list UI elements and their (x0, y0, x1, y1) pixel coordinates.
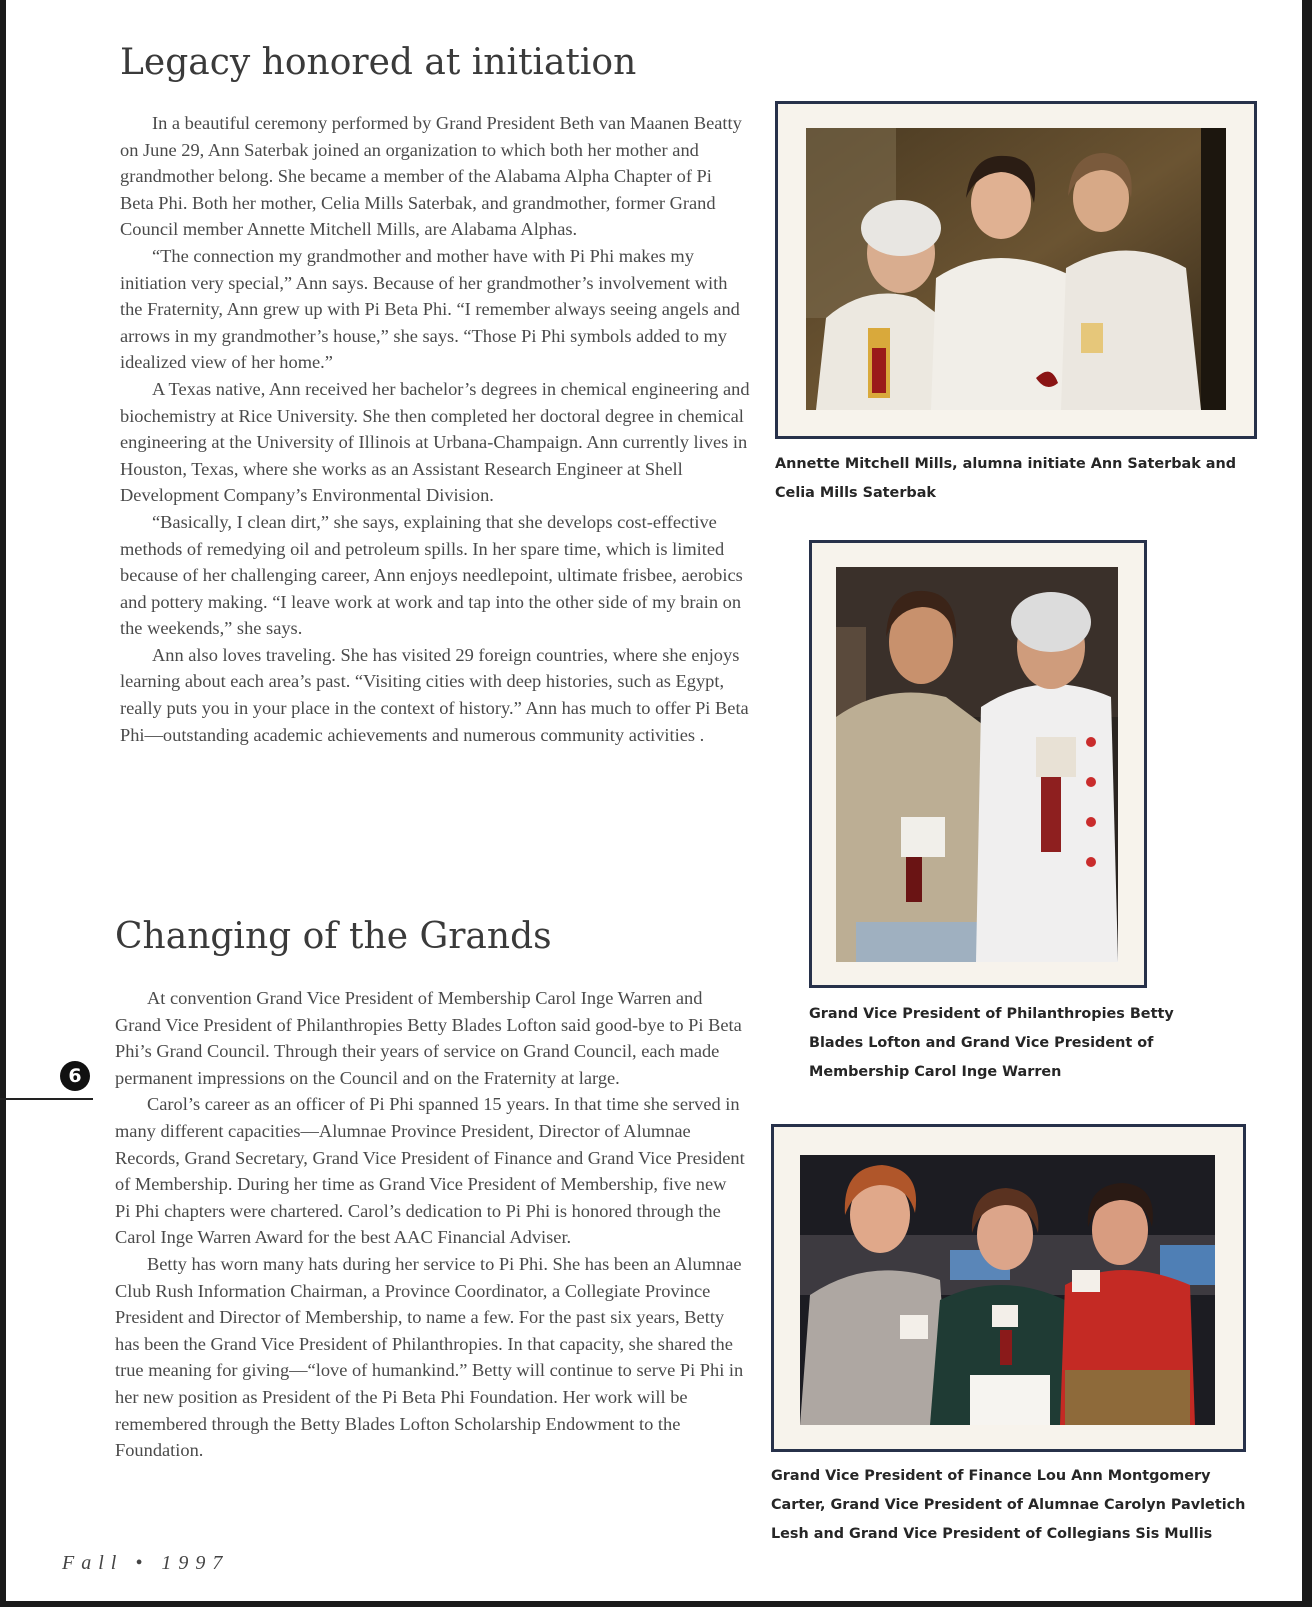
photo-three-women-white (806, 128, 1226, 410)
photo-two-women-seated (836, 567, 1118, 962)
article-title-legacy: Legacy honored at initiation (120, 42, 637, 83)
paragraph: Betty has worn many hats during her service to Pi Phi. She has been an Alumnae Club Rush Information Chairman, a Province Coordinator, a Collegiate Province President and Director of Membership, to name a few. For the past six years, Betty has been the Grand Vice President of Philanthropies. In that capacity, she shared the true meaning for giving—“love of humankind.” Betty will continue to serve Pi Phi in her new position as President of the Pi Beta Phi Foundation. Her work will be remembered through the Betty Blades Lofton Scholarship Endowment to the Foundation. (115, 1253, 744, 1461)
photo-frame-3 (771, 1124, 1246, 1452)
article-body-legacy (120, 110, 750, 748)
photo-frame-2 (809, 540, 1147, 988)
scan-edge-left (0, 0, 6, 1607)
paragraph: At convention Grand Vice President of Membership Carol Inge Warren and Grand Vice President of Philanthropies Betty Blades Lofton said good-bye to Pi Beta Phi’s Grand Council. Through their years of service on Grand Council, each made permanent impressions on the Council and on the Fraternity at large. (115, 988, 742, 1088)
paragraph: “The connection my grandmother and mother have with Pi Phi makes my initiation very special,” Ann says. Because of her grandmother’s involvement with the Fraternity, Ann grew up with Pi Beta Phi. “I remember always seeing angels and arrows in my grandmother’s house,” she says. “Those Pi Phi symbols added to my idealized view of her home.” (120, 245, 740, 373)
page-number-rule (0, 1098, 93, 1100)
article-body-grands (115, 985, 745, 1464)
photo-caption-3: Grand Vice President of Finance Lou Ann Montgomery Carter, Grand Vice President of Alumnae Carolyn Pavletich Lesh and Grand Vice President of Collegians Sis Mullis (771, 1468, 1246, 1542)
paragraph: Carol’s career as an officer of Pi Phi spanned 15 years. In that time she served in many different capacities—Alumnae Province President, Director of Alumnae Records, Grand Secretary, Grand Vice President of Finance and Grand Vice President of Membership. During her time as Grand Vice President of Membership, five new Pi Phi chapters were chartered. Carol’s dedication to Pi Phi is honored through the Carol Inge Warren Award for the best AAC Financial Adviser. (115, 1094, 745, 1248)
photo-three-women-audience (800, 1155, 1215, 1425)
paragraph: A Texas native, Ann received her bachelor’s degrees in chemical engineering and biochemistry at Rice University. She then completed her doctoral degree in chemical engineering at the University of Illinois at Urbana-Champaign. Ann currently lives in Houston, Texas, where she works as an Assistant Research Engineer at Shell Development Company’s Environmental Division. (120, 378, 750, 506)
page-number-badge: 6 (60, 1061, 90, 1091)
paragraph: “Basically, I clean dirt,” she says, explaining that she develops cost-effective methods of remedying oil and petroleum spills. In her spare time, which is limited because of her challenging career, Ann enjoys needlepoint, ultimate frisbee, aerobics and pottery making. “I leave work at work and tap into the other side of my brain on the weekends,” she says. (120, 511, 743, 639)
scan-edge-bottom (0, 1601, 1312, 1607)
issue-footer: Fall • 1997 (62, 1552, 230, 1574)
photo-caption-2: Grand Vice President of Philanthropies Betty Blades Lofton and Grand Vice President of Membership Carol Inge Warren (809, 1006, 1174, 1080)
article-title-grands: Changing of the Grands (115, 916, 552, 957)
paragraph: Ann also loves traveling. She has visited 29 foreign countries, where she enjoys learning about each area’s past. “Visiting cities with deep histories, such as Egypt, really puts you in your place in the context of history.” Ann has much to offer Pi Beta Phi—outstanding academic achievements and numerous community activities . (120, 644, 749, 745)
scan-edge-right (1302, 0, 1312, 1607)
photo-caption-1: Annette Mitchell Mills, alumna initiate Ann Saterbak and Celia Mills Saterbak (775, 456, 1237, 501)
paragraph: In a beautiful ceremony performed by Grand President Beth van Maanen Beatty on June 29, Ann Saterbak joined an organization to which both her mother and grandmother belong. She became a member of the Alabama Alpha Chapter of Pi Beta Phi. Both her mother, Celia Mills Saterbak, and grandmother, former Grand Council member Annette Mitchell Mills, are Alabama Alphas. (120, 113, 742, 240)
photo-frame-1 (775, 101, 1257, 439)
